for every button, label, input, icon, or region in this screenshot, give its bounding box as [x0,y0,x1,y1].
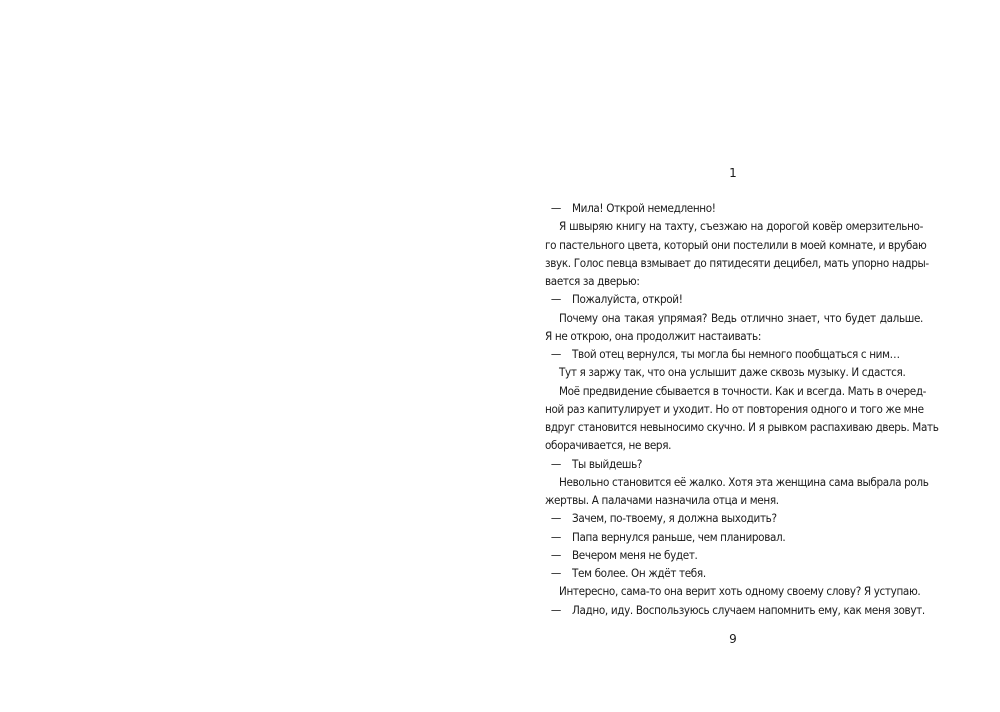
text-line: Интересно, сама-то она верит хоть одному своему слову? Я уступаю. [559,584,921,599]
text-line [545,455,923,473]
text-line: Почему она такая упрямая? Ведь отлично знает, что будет дальше. [559,310,923,325]
text-line: Тут я заржу так, что она услышит даже сквозь музыку. И сдастся. [559,365,906,380]
dialogue-dash: — [545,602,562,617]
dialogue-dash: — [545,511,562,526]
dialogue-text: Мила! Открой немедленно! [572,201,716,215]
text-line: Я швыряю книгу на тахту, съезжаю на дорогой ковёр омерзительно- [559,219,923,234]
dialogue-text: Зачем, по-твоему, я должна выходить? [572,511,777,526]
dialogue-text: Вечером меня не будет. [572,547,698,562]
page-number: 9 [729,632,737,646]
text-line: Я не открою, она продолжит настаивать: [545,328,761,343]
text-line: ной раз капитулирует и уходит. Но от повторения одного и того же мне [545,401,924,416]
text-line: звук. Голос певца взмывает до пятидесяти децибел, мать упорно надры- [545,255,929,270]
text-line: го пастельного цвета, который они постелили в моей комнате, и врубаю [545,237,927,252]
dialogue-text: Ты выйдешь? [572,456,643,471]
dialogue-dash: — [545,529,562,544]
text-line [545,528,923,546]
text-line: жертвы. А палачами назначила отца и меня. [545,493,779,507]
text-line: оборачивается, не веря. [545,438,672,453]
text-line [545,199,923,217]
text-line: вдруг становится невыносимо скучно. И я рывком распахиваю дверь. Мать [545,420,939,434]
dialogue-text: Папа вернулся раньше, чем планировал. [572,529,786,544]
dialogue-dash: — [545,456,562,471]
dialogue-text: Тем более. Он ждёт тебя. [572,566,706,580]
dialogue-text: Пожалуйста, открой! [572,292,683,307]
dialogue-dash: — [545,347,562,361]
chapter-number: 1 [729,166,737,180]
dialogue-text: Ладно, иду. Воспользуюсь случаем напомнить ему, как меня зовут. [572,602,925,617]
text-line: Моё предвидение сбывается в точности. Как и всегда. Мать в очеред- [559,383,927,398]
text-line [545,345,923,363]
text-line: вается за дверью: [545,274,640,288]
text-line [545,290,923,308]
text-line [545,564,923,582]
text-line: Невольно становится её жалко. Хотя эта женщина сама выбрала роль [559,474,929,489]
text-line [545,601,923,619]
dialogue-dash: — [545,201,562,215]
body-text [545,199,939,619]
dialogue-dash: — [545,547,562,562]
dialogue-dash: — [545,292,562,307]
dialogue-dash: — [545,566,562,580]
text-line [545,546,923,564]
text-line [545,509,923,527]
dialogue-text: Твой отец вернулся, ты могла бы немного пообщаться с ним… [572,347,900,361]
